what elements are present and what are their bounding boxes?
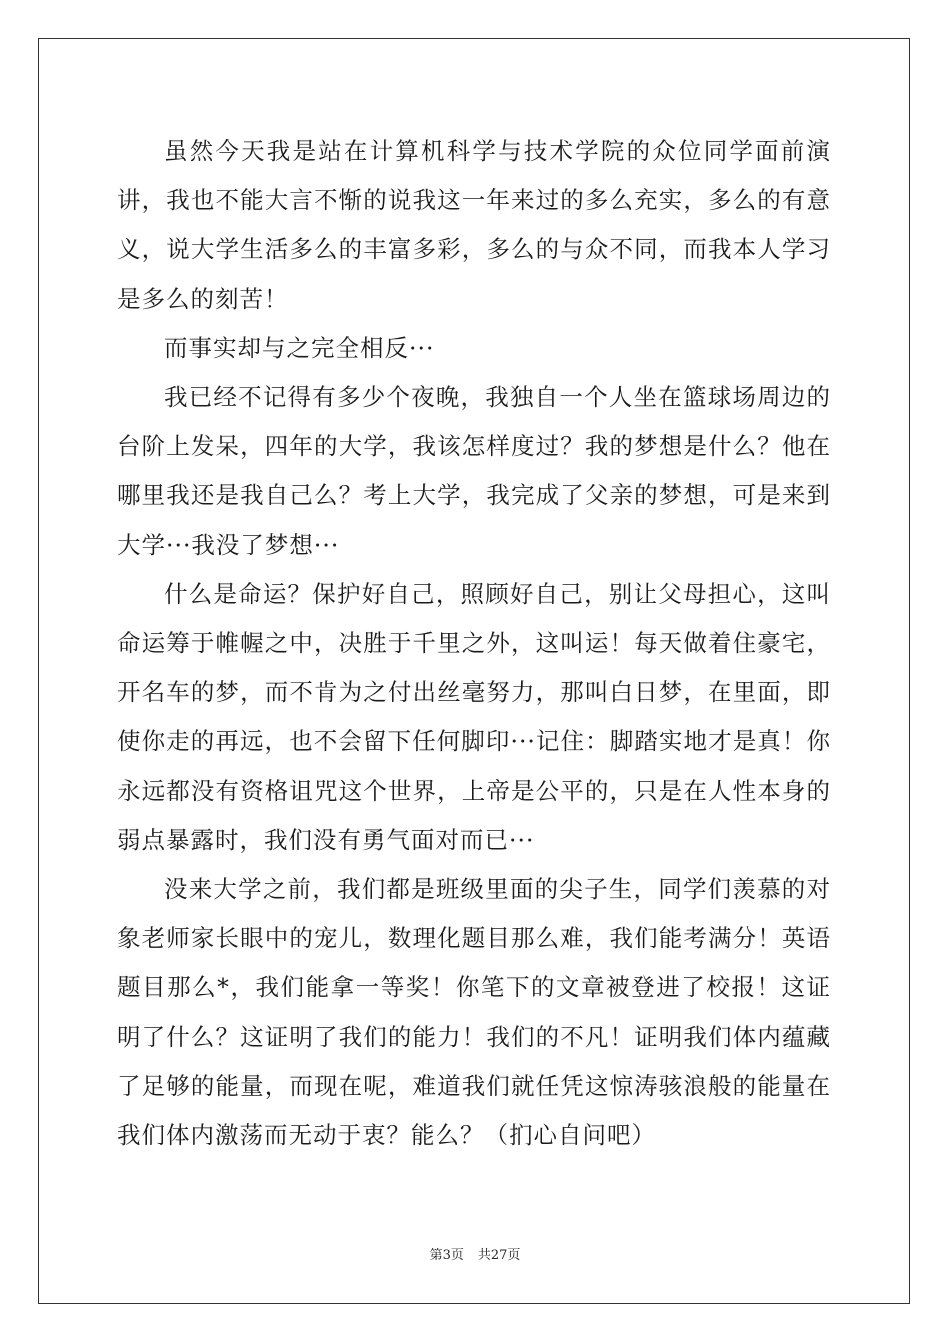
paragraph-1: 虽然今天我是站在计算机科学与技术学院的众位同学面前演讲，我也不能大言不惭的说我这一年来过的多么充实，多么的有意义，说大学生活多么的丰富多彩，多么的与众不同，而我本人学习是多么的刻苦！: [117, 137, 831, 313]
page-footer: [0, 1244, 950, 1263]
paragraph-5: 没来大学之前，我们都是班级里面的尖子生，同学们羡慕的对象老师家长眼中的宠儿，数理化题目那么难，我们能考满分！英语题目那么*，我们能拿一等奖！你笔下的文章被登进了校报！这证明了什么？这证明了我们的能力！我们的不凡！证明我们体内蕴藏了足够的能量，而现在呢，难道我们就任凭这惊涛骇浪般的能量在我们体内激荡而无动于衷？能么？（扪心自问吧）: [117, 875, 831, 1150]
paragraph-3: 我已经不记得有多少个夜晚，我独自一个人坐在篮球场周边的台阶上发呆，四年的大学，我该怎样度过？我的梦想是什么？他在哪里我还是我自己么？考上大学，我完成了父亲的梦想，可是来到大学···我没了梦想···: [117, 383, 831, 559]
document-body: [117, 127, 831, 1160]
current-page-number: 第3页: [429, 1248, 464, 1263]
paragraph-4: 什么是命运？保护好自己，照顾好自己，别让父母担心，这叫命运筹于帷幄之中，决胜于千里之外，这叫运！每天做着住豪宅，开名车的梦，而不肯为之付出丝毫努力，那叫白日梦，在里面，即使你走的再远，也不会留下任何脚印···记住：脚踏实地才是真！你永远都没有资格诅咒这个世界，上帝是公平的，只是在人性本身的弱点暴露时，我们没有勇气面对而已···: [117, 579, 831, 854]
total-page-count: 共27页: [477, 1248, 521, 1263]
paragraph-2: 而事实却与之完全相反···: [164, 333, 435, 362]
